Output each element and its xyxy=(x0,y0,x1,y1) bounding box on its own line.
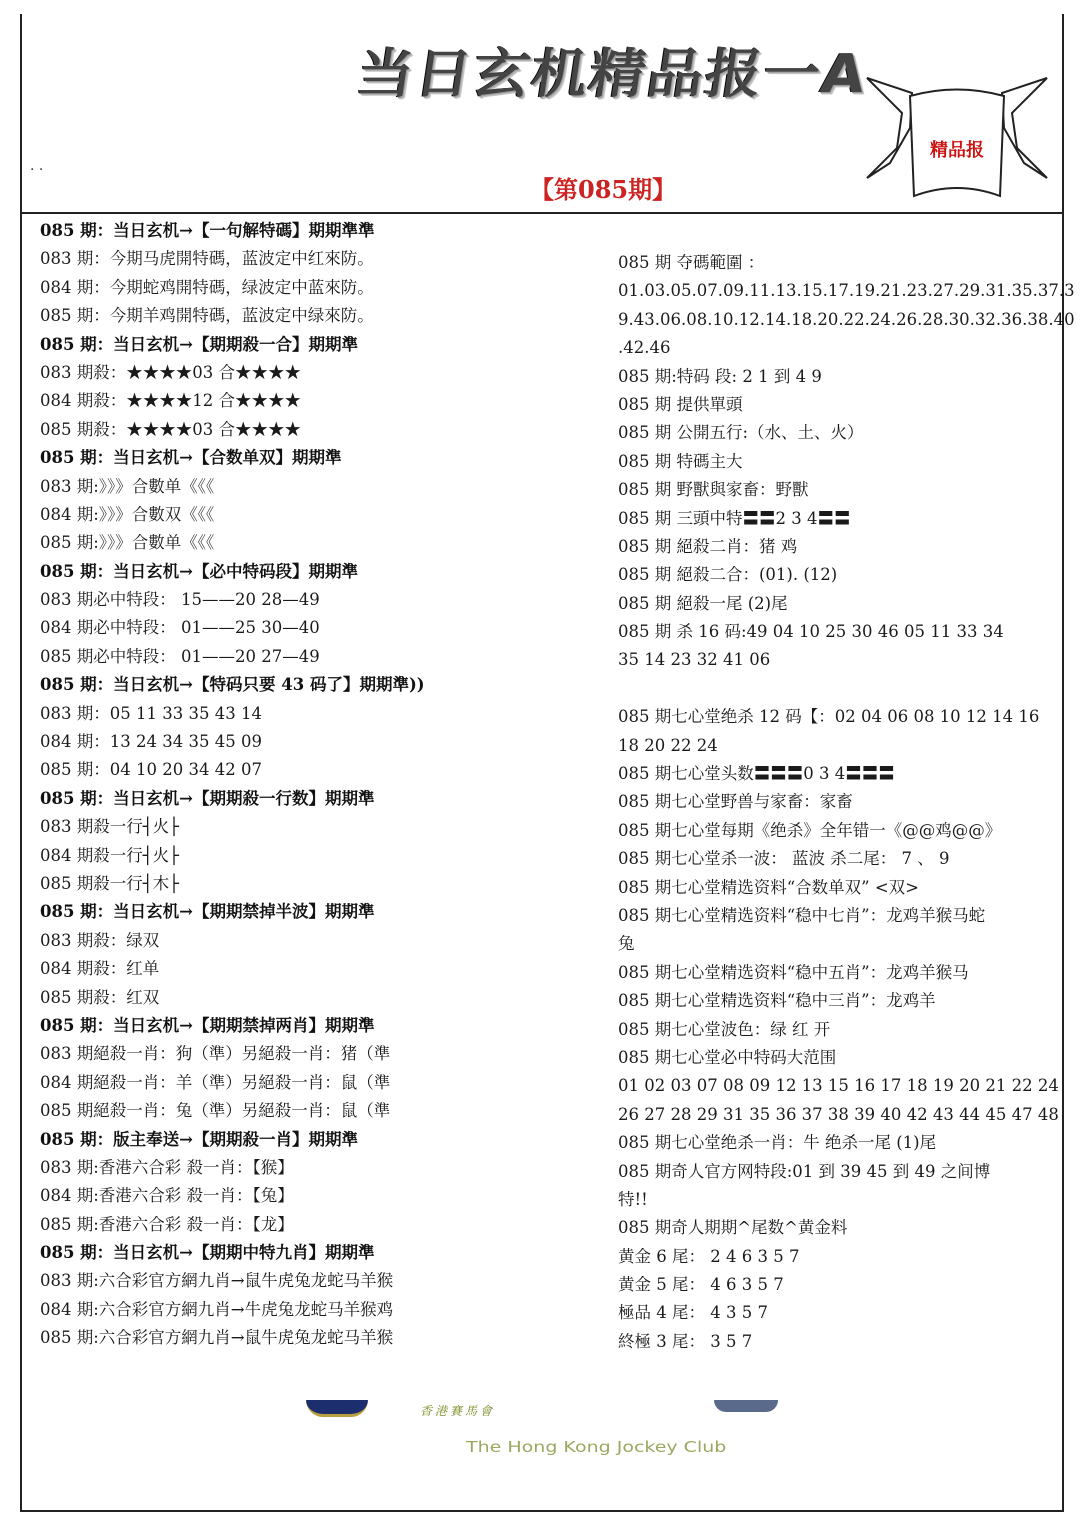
record-line: 085 期：今期羊鸡開特碼，蓝波定中绿來防。 xyxy=(40,306,374,326)
footer-english-text: The Hong Kong Jockey Club xyxy=(466,1438,727,1456)
record-line: 085 期七心堂头数〓〓〓0 3 4〓〓〓 xyxy=(618,764,895,784)
record-line: 083 期殺：★★★★03 合★★★★ xyxy=(40,362,301,382)
record-line: .42.46 xyxy=(618,338,671,358)
record-line: 084 期殺：红单 xyxy=(40,959,160,979)
record-line: 083 期必中特段： 15——20 28—49 xyxy=(40,590,320,610)
record-line: 9.43.06.08.10.12.14.18.20.22.24.26.28.30.32.36.38.40 xyxy=(618,309,1075,329)
record-line: 兔 xyxy=(618,934,635,954)
section-heading: 085 期：当日玄机→【必中特码段】期期準 xyxy=(40,561,359,581)
record-line: 085 期:香港六合彩 殺一肖：【龙】 xyxy=(40,1214,294,1234)
section-heading: 085 期：当日玄机→【期期禁掉两肖】期期準 xyxy=(40,1015,375,1035)
record-line: 085 期七心堂野兽与家畜：家畜 xyxy=(618,792,853,812)
record-line: 084 期：今期蛇鸡開特碼，绿波定中蓝來防。 xyxy=(40,277,374,297)
section-heading: 085 期：当日玄机→【期期中特九肖】期期準 xyxy=(40,1243,375,1263)
record-line: 黄金 6 尾： 2 4 6 3 5 7 xyxy=(618,1246,800,1266)
record-line: 085 期殺：★★★★03 合★★★★ xyxy=(40,419,301,439)
record-line: 085 期 杀 16 码:49 04 10 25 30 46 05 11 33 34 xyxy=(618,622,1004,642)
record-line: 085 期七心堂绝杀一肖：牛 绝杀一尾 (1)尾 xyxy=(618,1133,937,1153)
record-line: 黄金 5 尾： 4 6 3 5 7 xyxy=(618,1275,784,1295)
section-heading: 085 期：当日玄机→【期期殺一合】期期準 xyxy=(40,334,359,354)
footer-chinese-text: 香港賽馬會 xyxy=(420,1404,496,1418)
section-heading: 085 期：当日玄机→【一句解特碼】期期準準 xyxy=(40,221,375,240)
record-line: 085 期奇人期期^尾数^黄金料 xyxy=(618,1218,848,1238)
jockey-club-logo-icon xyxy=(306,1400,368,1417)
record-line: 083 期：今期马虎開特碼，蓝波定中红來防。 xyxy=(40,249,374,269)
record-line: 085 期奇人官方网特段:01 到 39 45 到 49 之间博 xyxy=(618,1161,991,1181)
record-line: 083 期絕殺一肖：狗（準）另絕殺一肖：猪（準 xyxy=(40,1044,391,1064)
record-line: 085 期 野獸與家畜：野獸 xyxy=(618,480,809,500)
record-line: 085 期絕殺一肖：兔（準）另絕殺一肖：鼠（準 xyxy=(40,1101,391,1121)
record-line: 083 期:香港六合彩 殺一肖：【猴】 xyxy=(40,1157,294,1177)
record-line: 085 期七心堂精选资料“稳中五肖”：龙鸡羊猴马 xyxy=(618,962,969,982)
record-line: 085 期:特码 段: 2 1 到 4 9 xyxy=(618,366,822,386)
record-line: 01.03.05.07.09.11.13.15.17.19.21.23.27.29.31.35.37.3 xyxy=(618,281,1075,301)
record-line: 083 期殺一行┤火├ xyxy=(40,817,180,837)
record-line: 084 期:香港六合彩 殺一肖：【兔】 xyxy=(40,1186,294,1206)
record-line: 085 期:六合彩官方網九肖→鼠牛虎兔龙蛇马羊猴 xyxy=(40,1328,394,1348)
record-line: 085 期 夺碼範圍 ： xyxy=(618,253,765,272)
record-line: 085 期:》》》合數单《《《 xyxy=(40,533,215,553)
badge-label: 精品报 xyxy=(930,140,984,161)
record-line: 083 期:六合彩官方網九肖→鼠牛虎兔龙蛇马羊猴 xyxy=(40,1271,394,1291)
record-line: 085 期殺：红双 xyxy=(40,987,160,1007)
record-line: 終極 3 尾： 3 5 7 xyxy=(618,1331,753,1351)
record-line: 085 期七心堂波色：绿 红 开 xyxy=(618,1019,831,1039)
jockey-club-emblem-icon xyxy=(714,1400,778,1412)
record-line: 084 期絕殺一肖：羊（準）另絕殺一肖：鼠（準 xyxy=(40,1072,391,1092)
section-heading: 085 期：当日玄机→【期期禁掉半波】期期準 xyxy=(40,902,375,922)
record-line: 083 期殺：绿双 xyxy=(40,930,160,950)
issue-number: 【第085期】 xyxy=(530,175,677,204)
page-title: 当日玄机精品报一A xyxy=(352,43,872,106)
section-heading: 085 期：当日玄机→【期期殺一行数】期期準 xyxy=(40,788,375,808)
record-line: 085 期七心堂绝杀 12 码【：02 04 06 08 10 12 14 16 xyxy=(618,707,1040,727)
record-line: 18 20 22 24 xyxy=(618,735,718,755)
record-line: 084 期:六合彩官方網九肖→牛虎兔龙蛇马羊猴鸡 xyxy=(40,1299,394,1319)
record-line: 084 期必中特段： 01——25 30—40 xyxy=(40,618,320,638)
record-line: 085 期 絕殺二合：(01). (12) xyxy=(618,565,838,585)
record-line: 084 期：13 24 34 35 45 09 xyxy=(40,732,262,752)
record-line: 特!! xyxy=(618,1189,648,1209)
record-line: 083 期:》》》合數单《《《 xyxy=(40,476,215,496)
record-line: 085 期 公開五行:（水、土、火） xyxy=(618,423,864,443)
header-dots: . . xyxy=(30,158,44,174)
record-line: 35 14 23 32 41 06 xyxy=(618,650,771,670)
section-heading: 085 期：当日玄机→【特码只要 43 码了】期期準)) xyxy=(40,675,425,695)
record-line: 085 期七心堂每期《绝杀》全年错一《@@鸡@@》 xyxy=(618,820,1002,840)
header-divider xyxy=(20,212,1062,214)
section-heading: 085 期：版主奉送→【期期殺一肖】期期準 xyxy=(40,1129,359,1149)
record-line: 085 期 絕殺二肖：猪 鸡 xyxy=(618,536,798,556)
section-heading: 085 期：当日玄机→【合数单双】期期準 xyxy=(40,448,342,468)
record-line: 極品 4 尾： 4 3 5 7 xyxy=(618,1303,768,1323)
record-line: 085 期 絕殺一尾 (2)尾 xyxy=(618,593,788,613)
record-line: 085 期七心堂精选资料“合数单双” <双> xyxy=(618,877,920,897)
record-line: 01 02 03 07 08 09 12 13 15 16 17 18 19 20 21 22 24 xyxy=(618,1076,1059,1096)
record-line: 085 期七心堂必中特码大范围 xyxy=(618,1047,837,1067)
record-line: 085 期 特碼主大 xyxy=(618,451,743,471)
record-line: 084 期:》》》合數双《《《 xyxy=(40,504,215,524)
record-line: 083 期：05 11 33 35 43 14 xyxy=(40,703,262,723)
record-line: 085 期殺一行┤木├ xyxy=(40,873,180,893)
record-line: 085 期七心堂精选资料“稳中三肖”：龙鸡羊 xyxy=(618,991,936,1011)
record-line: 085 期七心堂杀一波： 蓝波 杀二尾： 7 、 9 xyxy=(618,849,950,869)
record-line: 085 期：04 10 20 34 42 07 xyxy=(40,760,262,780)
record-line: 084 期殺：★★★★12 合★★★★ xyxy=(40,391,301,411)
record-line: 26 27 28 29 31 35 36 37 38 39 40 42 43 44 45 47 48 xyxy=(618,1104,1059,1124)
record-line: 085 期七心堂精选资料“稳中七肖”：龙鸡羊猴马蛇 xyxy=(618,905,986,925)
record-line: 084 期殺一行┤火├ xyxy=(40,845,180,865)
right-column xyxy=(618,249,1075,1356)
record-line: 085 期 三頭中特〓〓2 3 4〓〓 xyxy=(618,508,851,528)
record-line: 085 期必中特段： 01——20 27—49 xyxy=(40,646,320,666)
record-line: 085 期 提供單頭 xyxy=(618,394,743,414)
blank-line xyxy=(618,675,1075,703)
left-column xyxy=(40,217,425,1353)
